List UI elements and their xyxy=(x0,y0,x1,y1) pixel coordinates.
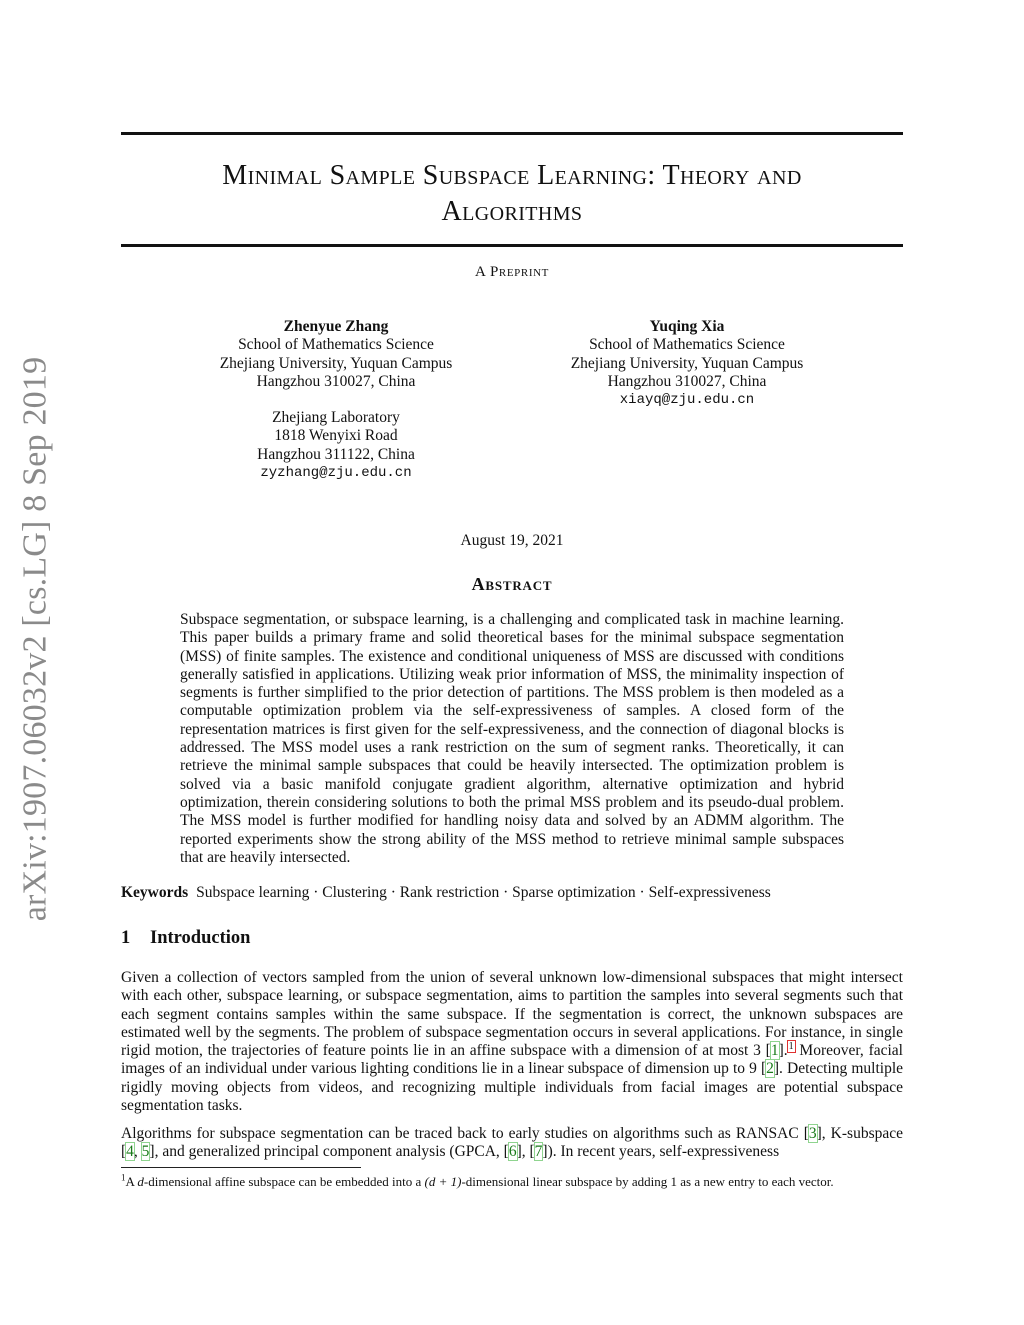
author-affiliation: 1818 Wenyixi Road xyxy=(274,427,398,445)
author-affiliation: Hangzhou 310027, China xyxy=(607,372,767,390)
author-affiliation: School of Mathematics Science xyxy=(589,336,785,354)
author-email[interactable]: zyzhang@zju.edu.cn xyxy=(260,465,412,482)
author-block-2 xyxy=(537,318,837,409)
author-affiliation: Hangzhou 311122, China xyxy=(257,445,415,463)
title-line-2: Algorithms xyxy=(441,196,583,227)
math-expression: (d + 1) xyxy=(424,1174,462,1189)
author-affiliation: School of Mathematics Science xyxy=(238,336,434,354)
text-run: A xyxy=(125,1174,138,1189)
section-title: Introduction xyxy=(150,928,251,948)
author-block-1 xyxy=(186,318,486,482)
abstract-heading: Abstract xyxy=(471,574,553,594)
footnote-ref-link[interactable]: 1 xyxy=(788,1041,794,1053)
section-heading-introduction xyxy=(121,928,903,949)
citation-link[interactable]: 2 xyxy=(766,1060,774,1078)
text-run: Moreover, facial images of an individual under various lighting conditions lie in a linear subspace of dimension up to 9 [ xyxy=(121,1042,903,1078)
keywords-list: Subspace learning · Clustering · Rank restriction · Sparse optimization · Self-expressiveness xyxy=(196,884,771,901)
text-run: ], [ xyxy=(516,1143,535,1161)
section-number: 1 xyxy=(121,928,131,948)
text-run: -dimensional affine subspace can be embedded into a xyxy=(143,1174,425,1189)
title-rule-top xyxy=(121,132,903,135)
arxiv-stamp xyxy=(4,348,66,930)
text-run: Algorithms for subspace segmentation can be traced back to early studies on algorithms such as RANSAC [ xyxy=(121,1125,809,1142)
citation-link[interactable]: 6 xyxy=(508,1143,517,1161)
text-run: , xyxy=(133,1143,142,1161)
author-affiliation: Zhejiang Laboratory xyxy=(272,409,400,427)
text-run: -dimensional linear subspace by adding 1 as a new entry to each vector. xyxy=(461,1174,834,1189)
footnote-rule xyxy=(121,1167,361,1168)
math-variable: d xyxy=(137,1174,144,1189)
text-run: ]. xyxy=(778,1042,788,1060)
keywords-label: Keywords xyxy=(121,884,189,901)
text-run: ], and generalized principal component analysis (GPCA, [ xyxy=(149,1143,509,1161)
arxiv-stamp-text: arXiv:1907.06032v2 [cs.LG] 8 Sep 2019 xyxy=(16,356,53,922)
author-affiliation: Zhejiang University, Yuquan Campus xyxy=(570,354,804,372)
author-name: Yuqing Xia xyxy=(649,318,725,335)
title-line-1: Minimal Sample Subspace Learning: Theory and xyxy=(222,160,802,191)
abstract-body: Subspace segmentation, or subspace learning, is a challenging and complicated task in machine learning. This paper builds a primary frame and solid theoretical bases for the minimal subspace segmentation (MSS) of finite samples. The existence and conditional uniqueness of MSS are discussed with conditions generally satisfied in applications. Utilizing weak prior information of MSS, the minimality inspection of segments is further simplified to the prior detection of partitions. The MSS problem is then modeled as a computable optimization problem via the self-expressiveness of samples. A closed form of the representation matrices is first given for the self-expressiveness, and the connection of diagonal blocks is addressed. The MSS model uses a rank restriction on the sum of segment ranks. Theoretically, it can retrieve the minimal sample subspaces that could be heavily intersected. The optimization problem is solved via a basic manifold conjugate gradient algorithm, alternative optimization and hybrid optimization, therein considering solutions to both the primal MSS problem and its pseudo-dual problem. The MSS model is further modified for handling noisy data and solved by an ADMM algorithm. The reported experiments show the strong ability of the MSS method to retrieve minimal sample subspaces that are heavily intersected. xyxy=(180,611,844,866)
citation-link[interactable]: 1 xyxy=(770,1042,779,1060)
text-run: ]). In recent years, self-expressiveness xyxy=(542,1143,780,1161)
text-run: ], K-subspace [ xyxy=(121,1125,903,1161)
author-affiliation: Hangzhou 310027, China xyxy=(256,372,416,390)
citation-link[interactable]: 3 xyxy=(808,1125,817,1142)
title-rule-bottom xyxy=(121,244,903,247)
affiliation-gap xyxy=(186,391,486,409)
author-affiliation: Zhejiang University, Yuquan Campus xyxy=(219,354,453,372)
text-run: Given a collection of vectors sampled from the union of several unknown low-dimensional subspaces that might intersect with each other, subspace learning, or subspace segmentation, aims to partition the samples into several segments such that each segment contains samples within the same subspace. If the segmentation is correct, the unknown subspaces are estimated well by the segments. The problem of subspace segmentation occurs in several applications. For instance, in single rigid motion, the trajectories of feature points lie in an affine subspace with a dimension of at most 3 [ xyxy=(121,969,903,1060)
keywords-line xyxy=(121,884,903,902)
footnote-mark: 1 xyxy=(121,1172,126,1183)
intro-paragraph-2 xyxy=(121,1125,903,1162)
paper-date: August 19, 2021 xyxy=(460,532,564,549)
citation-link[interactable]: 7 xyxy=(534,1143,543,1161)
footnote-1 xyxy=(121,1173,903,1190)
text-run: ]. Detecting multiple rigidly moving objects from videos, and recognizing multiple individuals from facial images are potential subspace segmentation tasks. xyxy=(121,1060,904,1115)
citation-link[interactable]: 5 xyxy=(141,1143,150,1161)
author-name: Zhenyue Zhang xyxy=(283,318,389,335)
paper-title xyxy=(121,158,903,230)
preprint-label: A Preprint xyxy=(475,264,549,280)
author-email[interactable]: xiayq@zju.edu.cn xyxy=(619,392,755,409)
intro-paragraph-1 xyxy=(121,969,903,1115)
citation-link[interactable]: 4 xyxy=(126,1143,134,1161)
